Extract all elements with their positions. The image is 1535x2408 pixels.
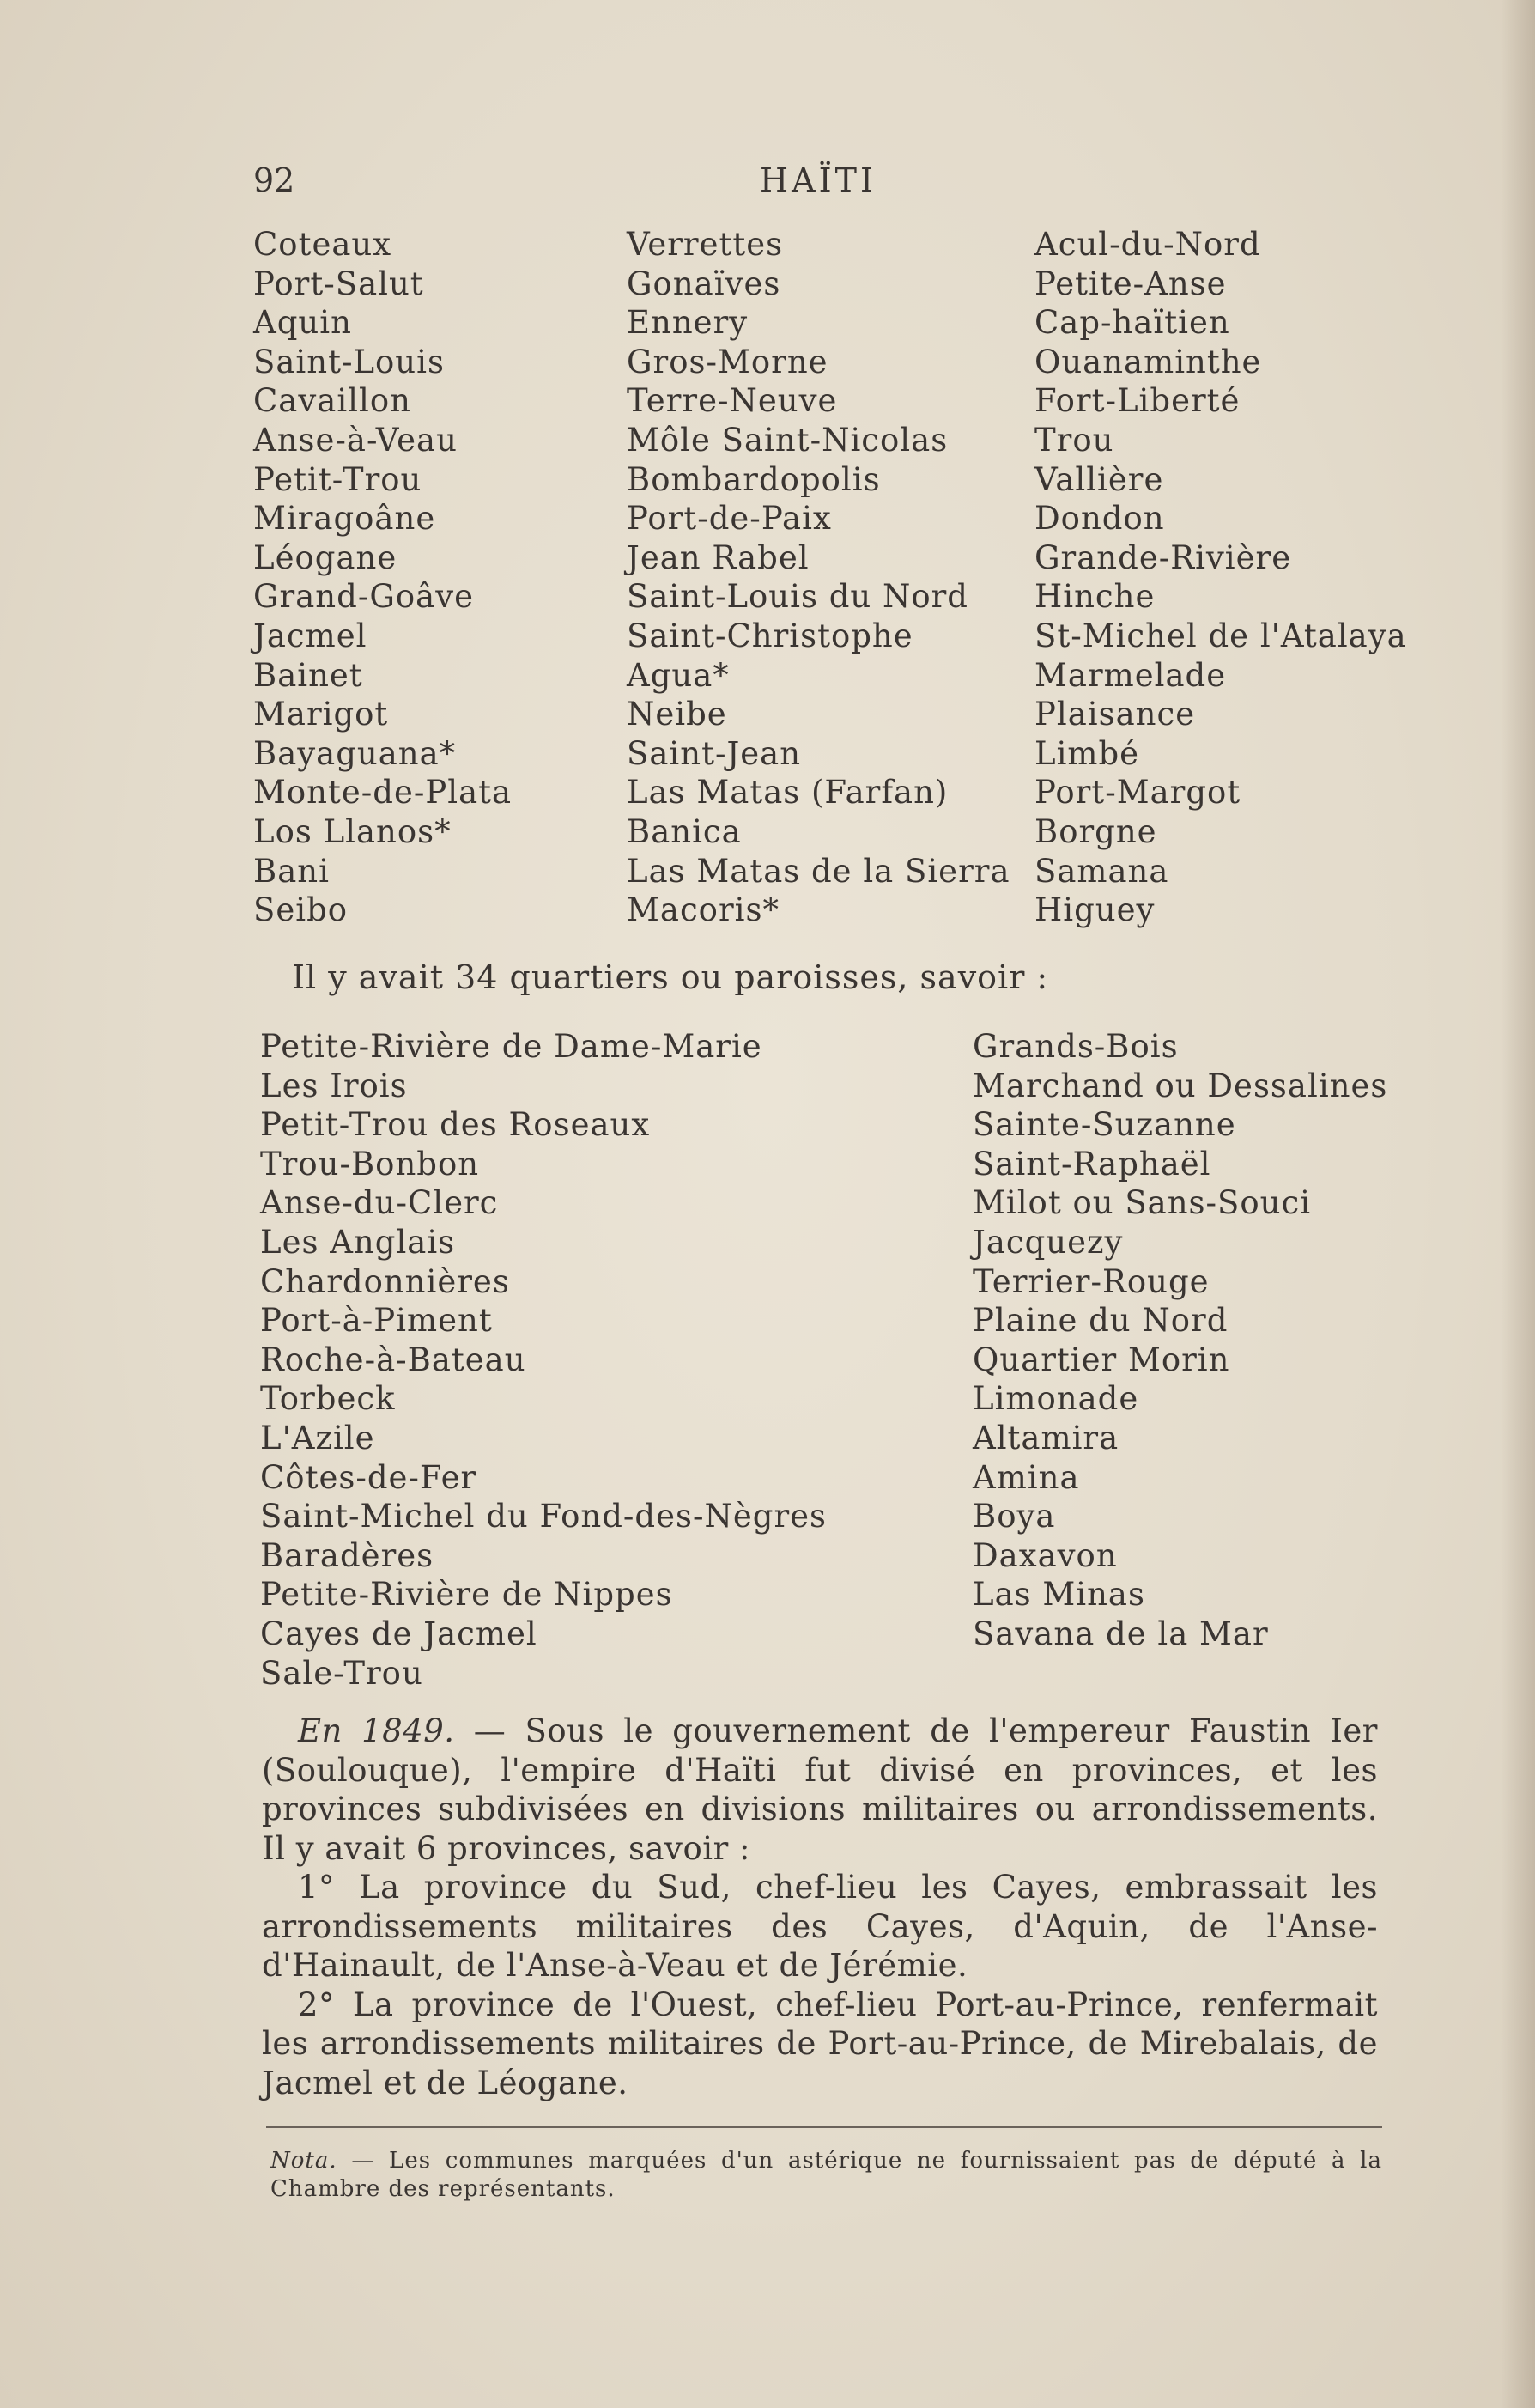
list-item: Boya <box>973 1498 1056 1535</box>
list-item: Port-à-Piment <box>260 1302 493 1340</box>
list-item: Fort-Liberté <box>1034 382 1241 420</box>
list-item: Plaine du Nord <box>973 1302 1229 1340</box>
list-item: Saint-Michel du Fond-des-Nègres <box>260 1498 828 1535</box>
list-item: Bani <box>253 852 330 890</box>
list-item: Amina <box>973 1458 1080 1496</box>
list-item: Limbé <box>1034 734 1140 772</box>
paragraph-1849 <box>262 1712 1378 1868</box>
list-item: Altamira <box>973 1419 1119 1456</box>
running-title: HAÏTI <box>760 161 877 199</box>
list-item: Port-de-Paix <box>627 500 832 538</box>
list-item: Los Llanos* <box>253 812 452 850</box>
list-item: Les Irois <box>260 1067 408 1104</box>
list-item: Saint-Louis <box>253 343 445 380</box>
list-item: Saint-Louis du Nord <box>627 578 968 616</box>
list-item: Saint-Jean <box>627 734 802 772</box>
list-item: Macoris* <box>627 891 780 929</box>
list-item: Saint-Christophe <box>627 617 913 654</box>
list-item: Anse-du-Clerc <box>260 1184 499 1222</box>
list-item: Dondon <box>1034 500 1165 538</box>
list-item: L'Azile <box>260 1419 375 1456</box>
list-item: Môle Saint-Nicolas <box>627 421 949 459</box>
list-item: Bainet <box>253 656 363 694</box>
list-item: Hinche <box>1034 578 1156 616</box>
list-item: Petite-Anse <box>1034 265 1227 302</box>
paragraph-lead: En 1849. <box>298 1712 455 1749</box>
list-item: Saint-Raphaël <box>973 1145 1211 1183</box>
list-item: Sainte-Suzanne <box>973 1106 1236 1144</box>
footnote-divider <box>266 2126 1382 2128</box>
list-item: Les Anglais <box>260 1223 456 1261</box>
list-item: Miragoâne <box>253 500 436 538</box>
footnote <box>270 2147 1382 2204</box>
paragraph-body: — Sous le gouvernement de l'empereur Faustin Ier (Soulouque), l'empire d'Haïti fut divisé en provinces, et les provinces subdivisées en divisions militaires ou arrondissements. Il y avait 6 provinces, savoir : <box>262 1712 1378 1867</box>
footnote-body: — Les communes marquées d'un astérique ne fournissaient pas de député à la Chambre des représentants. <box>270 2148 1382 2202</box>
list-item: Quartier Morin <box>973 1341 1230 1378</box>
paragraph-province-sud: 1° La province du Sud, chef-lieu les Cayes, embrassait les arrondissements militaires des Cayes, d'Aquin, de l'Anse-d'Hainault, de l'Anse-à-Veau et de Jérémie. <box>262 1869 1378 1984</box>
list-item: Aquin <box>253 304 352 342</box>
list-item: Plaisance <box>1034 696 1196 733</box>
list-item: Grande-Rivière <box>1034 538 1292 576</box>
list-item: Anse-à-Veau <box>253 421 458 459</box>
list-item: Cap-haïtien <box>1034 304 1230 342</box>
list-item: Petite-Rivière de Dame-Marie <box>260 1028 762 1065</box>
list-item: Limonade <box>973 1380 1139 1418</box>
list-item: Grand-Goâve <box>253 578 475 616</box>
communes-column-1 <box>253 225 512 930</box>
list-item: St-Michel de l'Atalaya <box>1034 617 1407 654</box>
body-text <box>262 1712 1378 2102</box>
list-item: Roche-à-Bateau <box>260 1341 526 1378</box>
list-item: Petit-Trou des Roseaux <box>260 1106 651 1144</box>
list-item: Borgne <box>1034 812 1157 850</box>
list-item: Neibe <box>627 696 727 733</box>
paragraph-province-ouest: 2° La province de l'Ouest, chef-lieu Port-au-Prince, renfermait les arrondissements militaires de Port-au-Prince, de Mirebalais, de Jacmel et de Léogane. <box>262 1985 1378 2101</box>
list-item: Trou-Bonbon <box>260 1145 480 1183</box>
list-item: Monte-de-Plata <box>253 774 513 812</box>
list-item: Daxavon <box>973 1536 1118 1574</box>
list-item: Cavaillon <box>253 382 411 420</box>
list-item: Vallière <box>1034 460 1164 498</box>
list-item: Grands-Bois <box>973 1028 1179 1065</box>
list-item: Marchand ou Dessalines <box>973 1067 1388 1104</box>
list-item: Marigot <box>253 696 389 733</box>
list-item: Ouanaminthe <box>1034 343 1262 380</box>
list-item: Verrettes <box>627 226 784 263</box>
list-item: Seibo <box>253 891 349 929</box>
list-item: Milot ou Sans-Souci <box>973 1184 1312 1222</box>
quartiers-intro: Il y avait 34 quartiers ou paroisses, savoir : <box>292 958 1049 996</box>
list-item: Banica <box>627 812 742 850</box>
list-item: Petite-Rivière de Nippes <box>260 1576 673 1614</box>
page-number: 92 <box>253 161 295 199</box>
list-item: Las Matas de la Sierra <box>627 852 1010 890</box>
list-item: Bombardopolis <box>627 460 881 498</box>
list-item: Cayes de Jacmel <box>260 1614 537 1652</box>
list-item: Las Minas <box>973 1576 1145 1614</box>
list-item: Las Matas (Farfan) <box>627 774 949 812</box>
list-item: Trou <box>1034 421 1114 459</box>
communes-column-2 <box>627 225 1010 930</box>
footnote-lead: Nota. <box>270 2148 337 2174</box>
list-item: Acul-du-Nord <box>1034 226 1261 263</box>
communes-column-3 <box>1034 225 1407 930</box>
list-item: Gonaïves <box>627 265 781 302</box>
list-item: Bayaguana* <box>253 734 457 772</box>
list-item: Jean Rabel <box>627 538 810 576</box>
list-item: Sale-Trou <box>260 1654 423 1692</box>
list-item: Côtes-de-Fer <box>260 1458 477 1496</box>
list-item: Agua* <box>627 656 730 694</box>
list-item: Léogane <box>253 538 397 576</box>
quartiers-column-2 <box>973 1027 1387 1654</box>
page-edge-shadow <box>1501 0 1535 2408</box>
list-item: Jacquezy <box>973 1223 1124 1261</box>
list-item: Ennery <box>627 304 749 342</box>
list-item: Coteaux <box>253 226 392 263</box>
list-item: Terrier-Rouge <box>973 1262 1210 1300</box>
list-item: Marmelade <box>1034 656 1227 694</box>
list-item: Petit-Trou <box>253 460 422 498</box>
list-item: Savana de la Mar <box>973 1614 1269 1652</box>
list-item: Chardonnières <box>260 1262 510 1300</box>
list-item: Samana <box>1034 852 1169 890</box>
list-item: Higuey <box>1034 891 1156 929</box>
list-item: Port-Margot <box>1034 774 1241 812</box>
list-item: Terre-Neuve <box>627 382 838 420</box>
list-item: Baradères <box>260 1536 434 1574</box>
list-item: Port-Salut <box>253 265 424 302</box>
list-item: Torbeck <box>260 1380 396 1418</box>
quartiers-column-1 <box>260 1027 827 1693</box>
list-item: Jacmel <box>253 617 367 654</box>
list-item: Gros-Morne <box>627 343 828 380</box>
